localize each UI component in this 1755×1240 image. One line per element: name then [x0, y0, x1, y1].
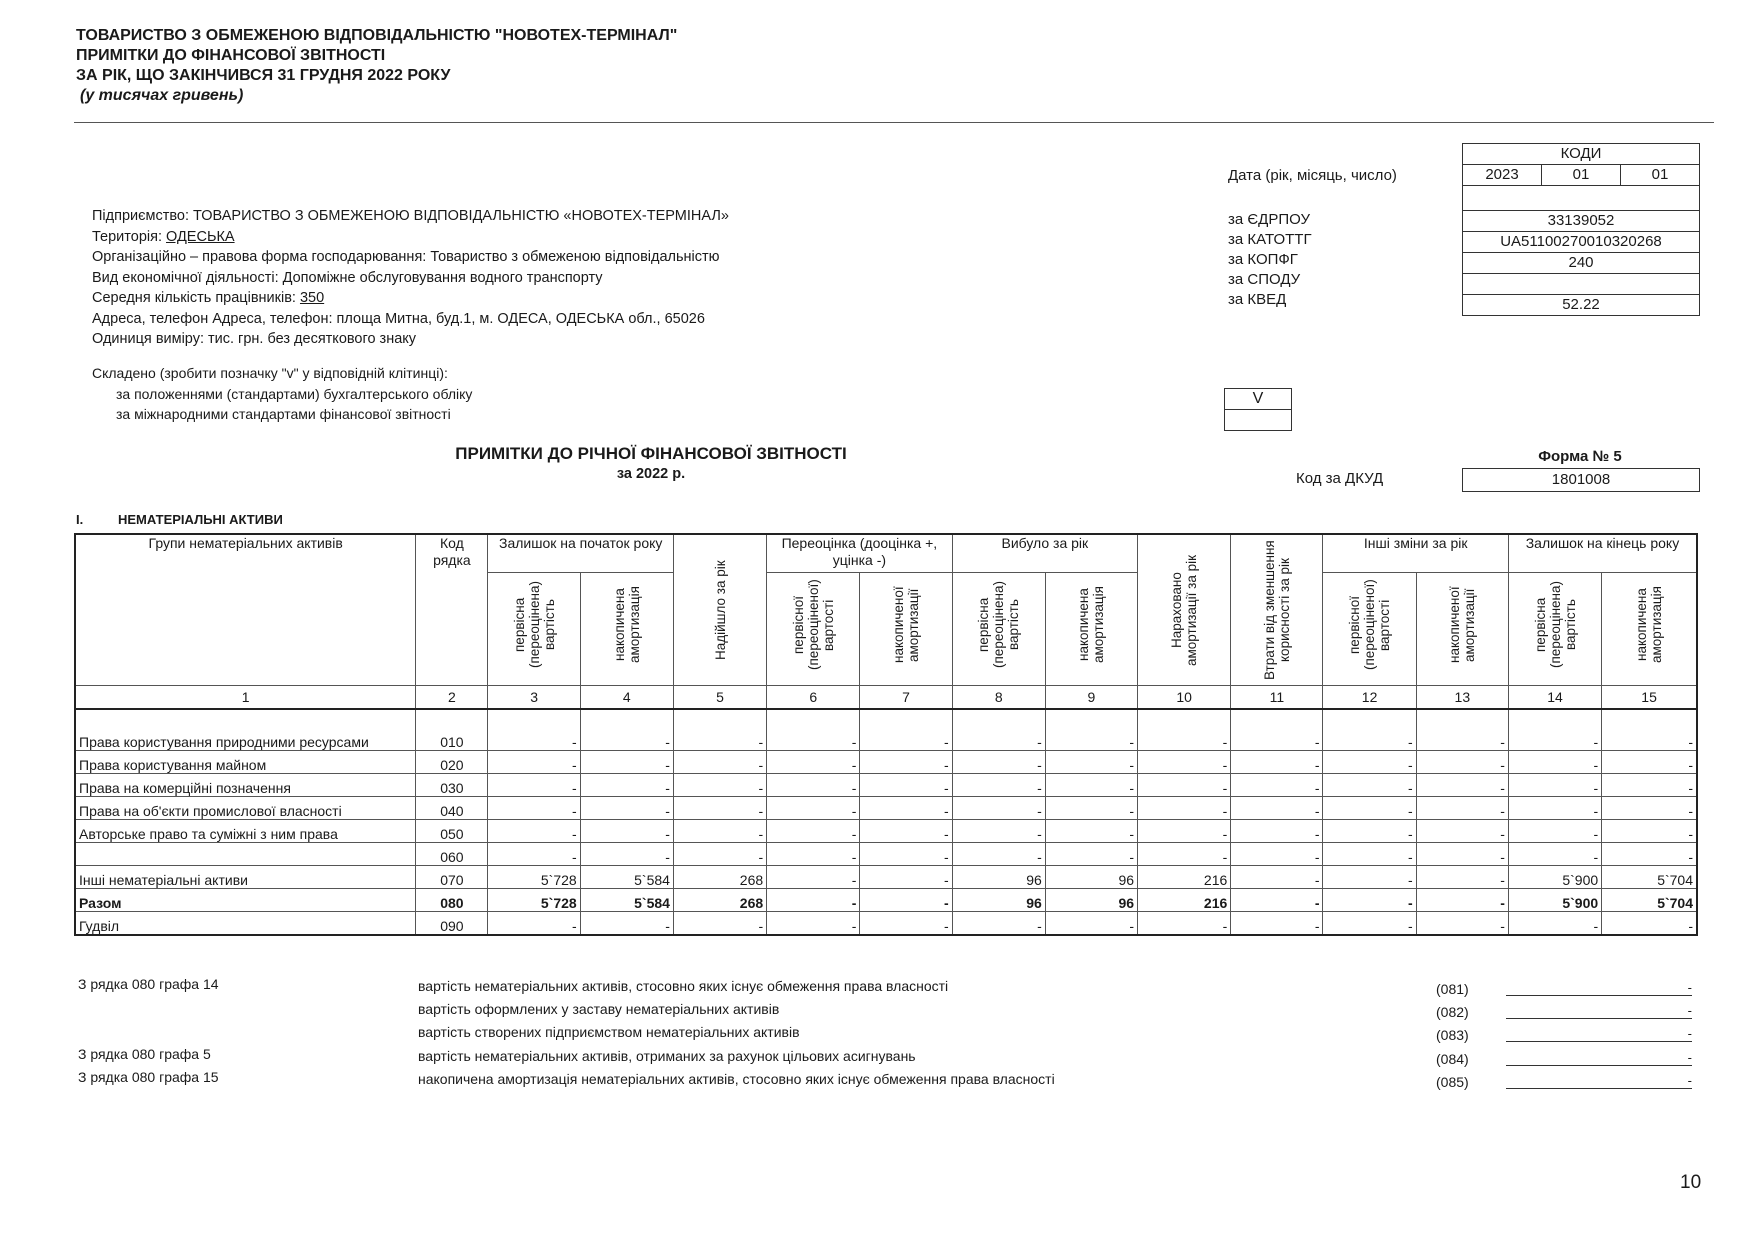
- kved-value: 52.22: [1463, 294, 1699, 315]
- table-cell: -: [1416, 843, 1508, 866]
- table-row: [75, 751, 1697, 774]
- territory-value: ОДЕСЬКА: [166, 228, 235, 245]
- table-cell: -: [580, 912, 673, 936]
- table-cell: -: [1508, 774, 1601, 797]
- table-cell: -: [1323, 843, 1416, 866]
- row-name: Права користування природними ресурсами: [75, 709, 416, 751]
- col-amort-header: [1138, 534, 1231, 686]
- dkud-value: 1801008: [1462, 468, 1700, 492]
- territory-label: Територія:: [92, 228, 162, 245]
- column-number: 13: [1416, 686, 1508, 710]
- table-cell: -: [488, 774, 580, 797]
- table-cell: -: [1045, 797, 1137, 820]
- table-cell: 5`584: [580, 889, 673, 912]
- table-cell: -: [1323, 912, 1416, 936]
- column-number: 12: [1323, 686, 1416, 710]
- table-cell: -: [860, 843, 952, 866]
- page-number: 10: [1680, 1172, 1702, 1193]
- table-cell: -: [673, 843, 766, 866]
- sub-label: накопичена амортизація: [611, 586, 642, 664]
- kved-label: за КВЕД: [1228, 291, 1287, 308]
- table-cell: -: [1231, 709, 1323, 751]
- table-cell: -: [1416, 889, 1508, 912]
- table-cell: -: [1045, 912, 1137, 936]
- row-code: 070: [416, 866, 488, 889]
- table-cell: -: [952, 843, 1045, 866]
- table-cell: -: [1045, 820, 1137, 843]
- table-cell: -: [767, 889, 860, 912]
- column-number: 14: [1508, 686, 1601, 710]
- table-cell: -: [1323, 797, 1416, 820]
- katottg-label: за КАТОТТГ: [1228, 231, 1312, 248]
- note-text: вартість нематеріальних активів, стосовно яких існує обмеження права власності: [418, 978, 949, 994]
- date-month: 01: [1541, 165, 1620, 185]
- column-number: 3: [488, 686, 580, 710]
- table-cell: -: [673, 797, 766, 820]
- header-unit: (у тисячах гривень): [80, 87, 244, 104]
- table-cell: -: [1602, 843, 1697, 866]
- table-cell: -: [1138, 751, 1231, 774]
- table-cell: -: [1231, 889, 1323, 912]
- table-cell: -: [1416, 774, 1508, 797]
- table-cell: 5`728: [488, 889, 580, 912]
- column-number: 8: [952, 686, 1045, 710]
- edrpou-value: 33139052: [1463, 210, 1699, 231]
- sub-disposed-amort: [1045, 572, 1137, 685]
- date-values: [1463, 164, 1699, 185]
- table-cell: -: [767, 912, 860, 936]
- row-code: 090: [416, 912, 488, 936]
- column-number: 7: [860, 686, 952, 710]
- enterprise-name: ТОВАРИСТВО З ОБМЕЖЕНОЮ ВІДПОВІДАЛЬНІСТЮ «НОВОТЕХ-ТЕРМІНАЛ»: [193, 208, 729, 224]
- dkud-label: Код за ДКУД: [1296, 470, 1384, 487]
- row-name: Інші нематеріальні активи: [75, 866, 416, 889]
- received-label: Надійшло за рік: [712, 560, 728, 660]
- row-name: Права на об'єкти промислової власності: [75, 797, 416, 820]
- table-cell: 5`584: [580, 866, 673, 889]
- header-title: ПРИМІТКИ ДО ФІНАНСОВОЇ ЗВІТНОСТІ: [76, 47, 386, 64]
- date-day: 01: [1620, 165, 1699, 185]
- column-number: 4: [580, 686, 673, 710]
- table-cell: -: [1138, 912, 1231, 936]
- table-cell: -: [1045, 709, 1137, 751]
- table-cell: -: [1508, 912, 1601, 936]
- table-cell: -: [1138, 774, 1231, 797]
- col-received-header: [673, 534, 766, 686]
- sub-label: первісна (переоцінена) вартість: [511, 581, 557, 669]
- table-cell: 5`704: [1602, 889, 1697, 912]
- table-cell: -: [860, 889, 952, 912]
- compiled-option-standards: за положеннями (стандартами) бухгалтерського обліку: [116, 385, 473, 402]
- column-number: 2: [416, 686, 488, 710]
- section-heading: [76, 512, 283, 527]
- header-divider: [74, 122, 1714, 123]
- table-cell: -: [1323, 751, 1416, 774]
- sub-start-initial: [488, 572, 580, 685]
- table-cell: -: [767, 774, 860, 797]
- date-year: 2023: [1485, 166, 1519, 183]
- note-code: (084): [1436, 1051, 1469, 1067]
- table-cell: -: [1045, 751, 1137, 774]
- table-cell: -: [1508, 820, 1601, 843]
- intangible-assets-table: [74, 533, 1698, 936]
- sub-reval-amort: [860, 572, 952, 685]
- table-cell: -: [580, 709, 673, 751]
- sub-other-initial: [1323, 572, 1416, 685]
- note-code: (081): [1436, 981, 1469, 997]
- table-cell: -: [580, 774, 673, 797]
- table-cell: -: [1602, 774, 1697, 797]
- table-cell: -: [1602, 751, 1697, 774]
- table-cell: -: [952, 774, 1045, 797]
- table-cell: -: [1138, 709, 1231, 751]
- table-cell: -: [1323, 709, 1416, 751]
- row-code: 080: [416, 889, 488, 912]
- table-cell: -: [1602, 912, 1697, 936]
- table-cell: -: [1138, 820, 1231, 843]
- employees-value: 350: [299, 290, 325, 306]
- table-cell: -: [1602, 820, 1697, 843]
- table-cell: -: [673, 912, 766, 936]
- table-row: [75, 866, 1697, 889]
- spodu-label: за СПОДУ: [1228, 271, 1301, 288]
- table-cell: -: [580, 820, 673, 843]
- table-cell: -: [673, 774, 766, 797]
- sub-label: первісна (переоцінена) вартість: [1532, 581, 1578, 669]
- table-row: [75, 889, 1697, 912]
- table-cell: -: [580, 843, 673, 866]
- amort-label: Нараховано амортизації за рік: [1169, 554, 1200, 666]
- row-name: Авторське право та суміжні з ним права: [75, 820, 416, 843]
- table-cell: -: [488, 751, 580, 774]
- table-cell: -: [1416, 912, 1508, 936]
- table-row: [75, 843, 1697, 866]
- col-start-header: Залишок на початок року: [488, 534, 673, 572]
- table-cell: -: [1323, 889, 1416, 912]
- note-value: -: [1506, 980, 1692, 996]
- note-value: -: [1506, 1026, 1692, 1042]
- table-cell: -: [952, 751, 1045, 774]
- table-cell: 216: [1138, 889, 1231, 912]
- table-cell: -: [860, 866, 952, 889]
- table-cell: -: [673, 751, 766, 774]
- table-cell: -: [952, 912, 1045, 936]
- sub-disposed-initial: [952, 572, 1045, 685]
- sub-label: накопичена амортизація: [1634, 586, 1665, 664]
- sub-end-amort: [1602, 572, 1697, 685]
- column-number: 5: [673, 686, 766, 710]
- form-title: ПРИМІТКИ ДО РІЧНОЇ ФІНАНСОВОЇ ЗВІТНОСТІ: [455, 444, 847, 463]
- table-cell: -: [1508, 843, 1601, 866]
- codes-box: [1462, 143, 1700, 316]
- table-cell: -: [1416, 751, 1508, 774]
- header-company: ТОВАРИСТВО З ОБМЕЖЕНОЮ ВІДПОВІДАЛЬНІСТЮ "НОВОТЕХ-ТЕРМІНАЛ": [76, 27, 678, 44]
- sub-label: накопиченої амортизації: [1447, 586, 1478, 664]
- sub-label: накопиченої амортизації: [890, 586, 921, 664]
- table-cell: 96: [952, 866, 1045, 889]
- table-cell: -: [1416, 709, 1508, 751]
- table-row: [75, 820, 1697, 843]
- table-cell: -: [1508, 751, 1601, 774]
- table-row: [75, 709, 1697, 751]
- row-name: Права користування майном: [75, 751, 416, 774]
- row-name: [75, 843, 416, 866]
- compiled-option-ifrs: за міжнародними стандартами фінансової звітності: [116, 406, 451, 422]
- table-cell: -: [488, 912, 580, 936]
- sub-label: первісна (переоцінена) вартість: [976, 581, 1022, 669]
- table-cell: -: [952, 797, 1045, 820]
- column-number: 6: [767, 686, 860, 710]
- table-cell: -: [1602, 709, 1697, 751]
- note-reference: З рядка 080 графа 5: [78, 1046, 211, 1062]
- edrpou-label: за ЄДРПОУ: [1228, 211, 1310, 228]
- table-cell: -: [1231, 912, 1323, 936]
- col-other-header: Інші зміни за рік: [1323, 534, 1508, 572]
- spodu-value: [1463, 273, 1699, 294]
- form-year: за 2022 р.: [616, 466, 686, 482]
- row-code: 010: [416, 709, 488, 751]
- activity: Вид економічної діяльності: Допоміжне обслуговування водного транспорту: [92, 269, 603, 286]
- row-code: 060: [416, 843, 488, 866]
- table-cell: -: [860, 912, 952, 936]
- column-number: 11: [1231, 686, 1323, 710]
- table-row: [75, 774, 1697, 797]
- sub-label: первісної (переоціненої) вартості: [790, 579, 836, 671]
- checkbox-ifrs[interactable]: [1225, 409, 1291, 430]
- table-cell: 5`728: [488, 866, 580, 889]
- codes-spacer-2: [1463, 200, 1699, 210]
- table-cell: -: [767, 797, 860, 820]
- table-row: [75, 797, 1697, 820]
- table-row: [75, 912, 1697, 936]
- table-cell: -: [1045, 774, 1137, 797]
- codes-labels: [1228, 166, 1397, 310]
- table-cell: -: [767, 751, 860, 774]
- col-loss-header: [1231, 534, 1323, 686]
- table-cell: -: [1138, 797, 1231, 820]
- table-cell: -: [580, 751, 673, 774]
- col-disposed-header: Вибуло за рік: [952, 534, 1137, 572]
- table-cell: 268: [673, 866, 766, 889]
- table-cell: -: [1508, 797, 1601, 820]
- note-text: вартість нематеріальних активів, отриманих за рахунок цільових асигнувань: [418, 1048, 916, 1064]
- table-cell: -: [1231, 751, 1323, 774]
- compiled-checkboxes: [1224, 388, 1292, 431]
- row-code: 030: [416, 774, 488, 797]
- legal-form: Організаційно – правова форма господарювання: Товариство з обмеженою відповідальністю: [92, 249, 720, 265]
- note-text: вартість оформлених у заставу нематеріальних активів: [418, 1001, 780, 1017]
- table-cell: -: [673, 709, 766, 751]
- table-cell: -: [488, 709, 580, 751]
- table-cell: -: [488, 797, 580, 820]
- row-code: 040: [416, 797, 488, 820]
- note-text: накопичена амортизація нематеріальних активів, стосовно яких існує обмеження права власності: [418, 1071, 1055, 1087]
- codes-title: КОДИ: [1560, 145, 1602, 162]
- compiled-basis: [92, 363, 472, 425]
- table-cell: -: [1231, 866, 1323, 889]
- table-cell: -: [860, 751, 952, 774]
- note-reference: З рядка 080 графа 15: [78, 1069, 219, 1085]
- table-cell: 96: [1045, 889, 1137, 912]
- table-cell: -: [860, 709, 952, 751]
- sub-end-initial: [1508, 572, 1601, 685]
- table-cell: -: [1231, 774, 1323, 797]
- table-cell: -: [1416, 797, 1508, 820]
- sub-label: первісної (переоціненої) вартості: [1347, 579, 1393, 671]
- table-cell: -: [767, 709, 860, 751]
- table-cell: -: [1231, 843, 1323, 866]
- codes-spacer: [1463, 185, 1699, 200]
- table-cell: -: [860, 820, 952, 843]
- row-name: Разом: [75, 889, 416, 912]
- table-cell: 268: [673, 889, 766, 912]
- date-label: Дата (рік, місяць, число): [1228, 167, 1397, 184]
- column-number: 10: [1138, 686, 1231, 710]
- row-code: 050: [416, 820, 488, 843]
- table-cell: -: [1231, 820, 1323, 843]
- column-numbers-row: [75, 686, 1697, 710]
- table-cell: -: [1045, 843, 1137, 866]
- table-cell: -: [1508, 709, 1601, 751]
- table-cell: 96: [1045, 866, 1137, 889]
- row-name: Гудвіл: [75, 912, 416, 936]
- col-group-header: Групи нематеріальних активів: [75, 534, 416, 686]
- note-value: -: [1506, 1003, 1692, 1019]
- table-cell: -: [767, 866, 860, 889]
- table-cell: -: [673, 820, 766, 843]
- checkbox-standards[interactable]: V: [1252, 390, 1264, 407]
- table-cell: -: [952, 820, 1045, 843]
- col-reval-header: Переоцінка (дооцінка +, уцінка -): [767, 534, 952, 572]
- employees-label: Середня кількість працівників:: [92, 290, 296, 306]
- column-number: 1: [75, 686, 416, 710]
- katottg-value: UA51100270010320268: [1463, 231, 1699, 252]
- note-code: (085): [1436, 1074, 1469, 1090]
- table-cell: -: [1231, 797, 1323, 820]
- table-cell: -: [860, 774, 952, 797]
- section-title: НЕМАТЕРІАЛЬНІ АКТИВИ: [118, 512, 283, 527]
- table-cell: -: [1323, 866, 1416, 889]
- form-number: Форма № 5: [1538, 448, 1622, 465]
- note-reference: З рядка 080 графа 14: [78, 976, 219, 992]
- column-number: 9: [1045, 686, 1137, 710]
- enterprise-label: Підприємство:: [92, 208, 190, 224]
- table-cell: -: [580, 797, 673, 820]
- table-cell: 96: [952, 889, 1045, 912]
- table-cell: -: [767, 843, 860, 866]
- note-value: -: [1506, 1050, 1692, 1066]
- sub-reval-initial: [767, 572, 860, 685]
- table-cell: -: [1416, 866, 1508, 889]
- table-cell: -: [1416, 820, 1508, 843]
- column-number: 15: [1602, 686, 1697, 710]
- row-name: Права на комерційні позначення: [75, 774, 416, 797]
- table-cell: -: [488, 820, 580, 843]
- table-cell: -: [952, 709, 1045, 751]
- table-cell: -: [1323, 820, 1416, 843]
- table-cell: 5`704: [1602, 866, 1697, 889]
- note-code: (083): [1436, 1027, 1469, 1043]
- header-period: ЗА РІК, ЩО ЗАКІНЧИВСЯ 31 ГРУДНЯ 2022 РОКУ: [76, 67, 451, 84]
- table-cell: -: [1602, 797, 1697, 820]
- table-cell: -: [488, 843, 580, 866]
- table-cell: 216: [1138, 866, 1231, 889]
- table-cell: -: [1138, 843, 1231, 866]
- table-cell: 5`900: [1508, 866, 1601, 889]
- col-code-header: Код рядка: [416, 534, 488, 686]
- note-value: -: [1506, 1073, 1692, 1089]
- compiled-label: Складено (зробити позначку "v" у відповідній клітинці):: [92, 365, 448, 381]
- table-cell: -: [1323, 774, 1416, 797]
- kopfg-value: 240: [1463, 252, 1699, 273]
- report-header: [76, 26, 677, 106]
- table-cell: 5`900: [1508, 889, 1601, 912]
- table-body: [75, 709, 1697, 935]
- loss-label: Втрати від зменшення корисності за рік: [1261, 540, 1292, 680]
- table-cell: -: [860, 797, 952, 820]
- unit-of-measure: Одиниця виміру: тис. грн. без десяткового знаку: [92, 331, 417, 347]
- note-code: (082): [1436, 1004, 1469, 1020]
- enterprise-info: [92, 206, 729, 350]
- col-end-header: Залишок на кінець року: [1508, 534, 1697, 572]
- sub-label: накопичена амортизація: [1076, 586, 1107, 664]
- row-code: 020: [416, 751, 488, 774]
- kopfg-label: за КОПФГ: [1228, 251, 1298, 268]
- section-number: I.: [76, 512, 84, 527]
- sub-start-amort: [580, 572, 673, 685]
- sub-other-amort: [1416, 572, 1508, 685]
- address: Адреса, телефон Адреса, телефон: площа Митна, буд.1, м. ОДЕСА, ОДЕСЬКА обл., 65026: [92, 310, 705, 327]
- table-cell: -: [767, 820, 860, 843]
- note-text: вартість створених підприємством нематеріальних активів: [418, 1024, 800, 1040]
